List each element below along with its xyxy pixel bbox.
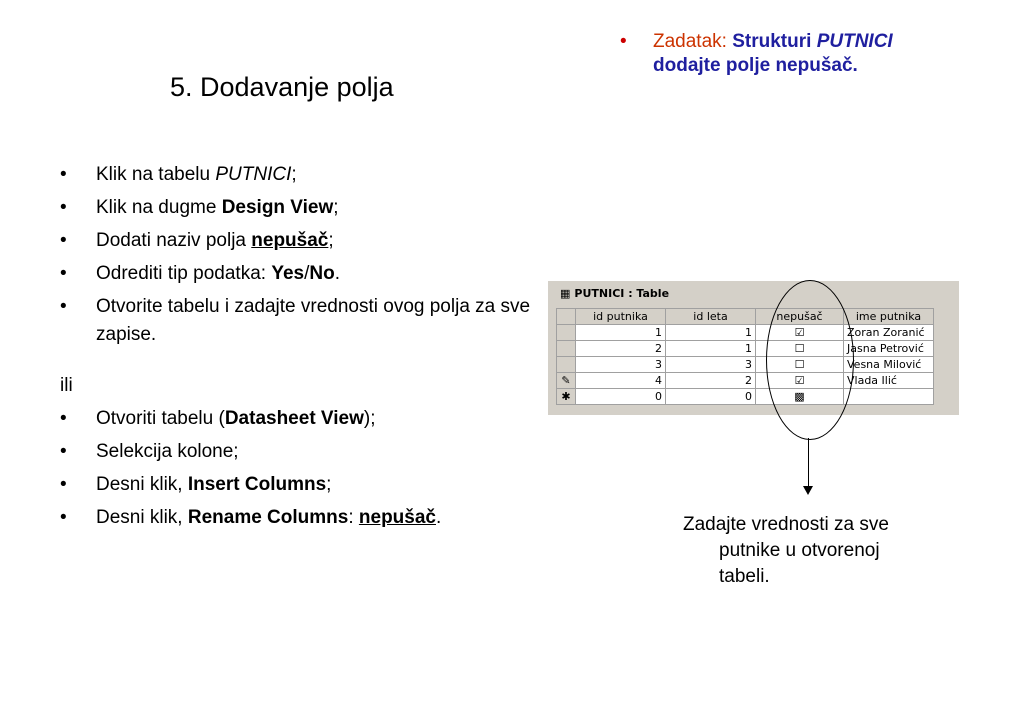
task-bullet: • <box>620 31 627 52</box>
task-label: Zadatak <box>653 31 722 52</box>
bullet-item: • Klik na tabelu PUTNICI; <box>60 164 297 185</box>
table-row <box>557 325 934 341</box>
cell-id-putnika[interactable]: 2 <box>576 341 666 357</box>
caption-line: putnike u otvorenoj <box>719 540 880 561</box>
table-row <box>557 389 934 405</box>
task-text-1: Strukturi <box>732 31 812 52</box>
cell-id-leta[interactable]: 3 <box>666 357 756 373</box>
column-header[interactable]: id leta <box>666 309 756 325</box>
task-box: • Zadatak: Strukturi PUTNICI dodajte polje nepušač. <box>620 31 893 76</box>
record-selector[interactable] <box>557 325 576 341</box>
column-header[interactable]: ime putnika <box>844 309 934 325</box>
cell-ime-putnika[interactable]: Vesna Milović <box>844 357 934 373</box>
record-selector[interactable] <box>557 341 576 357</box>
corner-cell[interactable] <box>557 309 576 325</box>
caption-line: tabeli. <box>719 566 770 587</box>
bullet-item: • Desni klik, Rename Columns: nepušač. <box>60 507 442 528</box>
cell-ime-putnika[interactable]: Jasna Petrović <box>844 341 934 357</box>
bullet-item: • Selekcija kolone; <box>60 441 239 462</box>
bullet-item: • Klik na dugme Design View; <box>60 197 339 218</box>
table-window-title: PUTNICI : Table <box>574 287 670 300</box>
checkbox-nepusac[interactable]: ☑ <box>756 325 844 341</box>
cell-id-putnika[interactable]: 1 <box>576 325 666 341</box>
new-record-icon[interactable]: ✱ <box>557 389 576 405</box>
caption <box>683 512 973 590</box>
bullet-item: • Otvorite tabelu i zadajte vrednosti ovog polja za sve zapise. <box>60 296 531 345</box>
cell-id-putnika[interactable]: 4 <box>576 373 666 389</box>
checkbox-nepusac[interactable]: ☑ <box>756 373 844 389</box>
table-row <box>557 357 934 373</box>
cell-id-putnika[interactable]: 3 <box>576 357 666 373</box>
bullet-item: • Odrediti tip podatka: Yes/No. <box>60 263 340 284</box>
cell-id-leta[interactable]: 1 <box>666 341 756 357</box>
cell-id-putnika[interactable]: 0 <box>576 389 666 405</box>
checkbox-nepusac[interactable]: ☐ <box>756 341 844 357</box>
table-row <box>557 341 934 357</box>
task-text-2: PUTNICI <box>816 31 893 52</box>
datasheet-grid <box>556 308 934 405</box>
table-row <box>557 373 934 389</box>
instruction-list <box>60 158 540 534</box>
bullet-item: • Desni klik, Insert Columns; <box>60 474 332 495</box>
checkbox-nepusac[interactable]: ☐ <box>756 357 844 373</box>
bullet-item: • Dodati naziv polja nepušač; <box>60 230 334 251</box>
slide-title: 5. Dodavanje polja <box>170 72 394 102</box>
cell-id-leta[interactable]: 2 <box>666 373 756 389</box>
cell-ime-putnika[interactable]: Zoran Zoranić <box>844 325 934 341</box>
table-window-titlebar[interactable] <box>548 281 959 307</box>
arrow-down-icon <box>803 486 813 495</box>
cell-id-leta[interactable]: 1 <box>666 325 756 341</box>
cell-ime-putnika[interactable]: Vlada Ilić <box>844 373 934 389</box>
caption-line: Zadajte vrednosti za sve <box>683 514 889 535</box>
column-header[interactable]: id putnika <box>576 309 666 325</box>
arrow-line <box>808 438 809 490</box>
cell-id-leta[interactable]: 0 <box>666 389 756 405</box>
checkbox-nepusac[interactable]: ▩ <box>756 389 844 405</box>
column-header[interactable]: nepušač <box>756 309 844 325</box>
task-text-3: dodajte polje nepušač. <box>653 55 858 76</box>
pencil-icon[interactable]: ✎ <box>557 373 576 389</box>
record-selector[interactable] <box>557 357 576 373</box>
highlight-ellipse <box>766 280 854 440</box>
ili-label: ili <box>60 375 73 396</box>
table-window <box>548 281 959 415</box>
cell-ime-putnika[interactable] <box>844 389 934 405</box>
table-icon: ▦ <box>560 287 571 300</box>
bullet-item: • Otvoriti tabelu (Datasheet View); <box>60 408 376 429</box>
header-row <box>557 309 934 325</box>
